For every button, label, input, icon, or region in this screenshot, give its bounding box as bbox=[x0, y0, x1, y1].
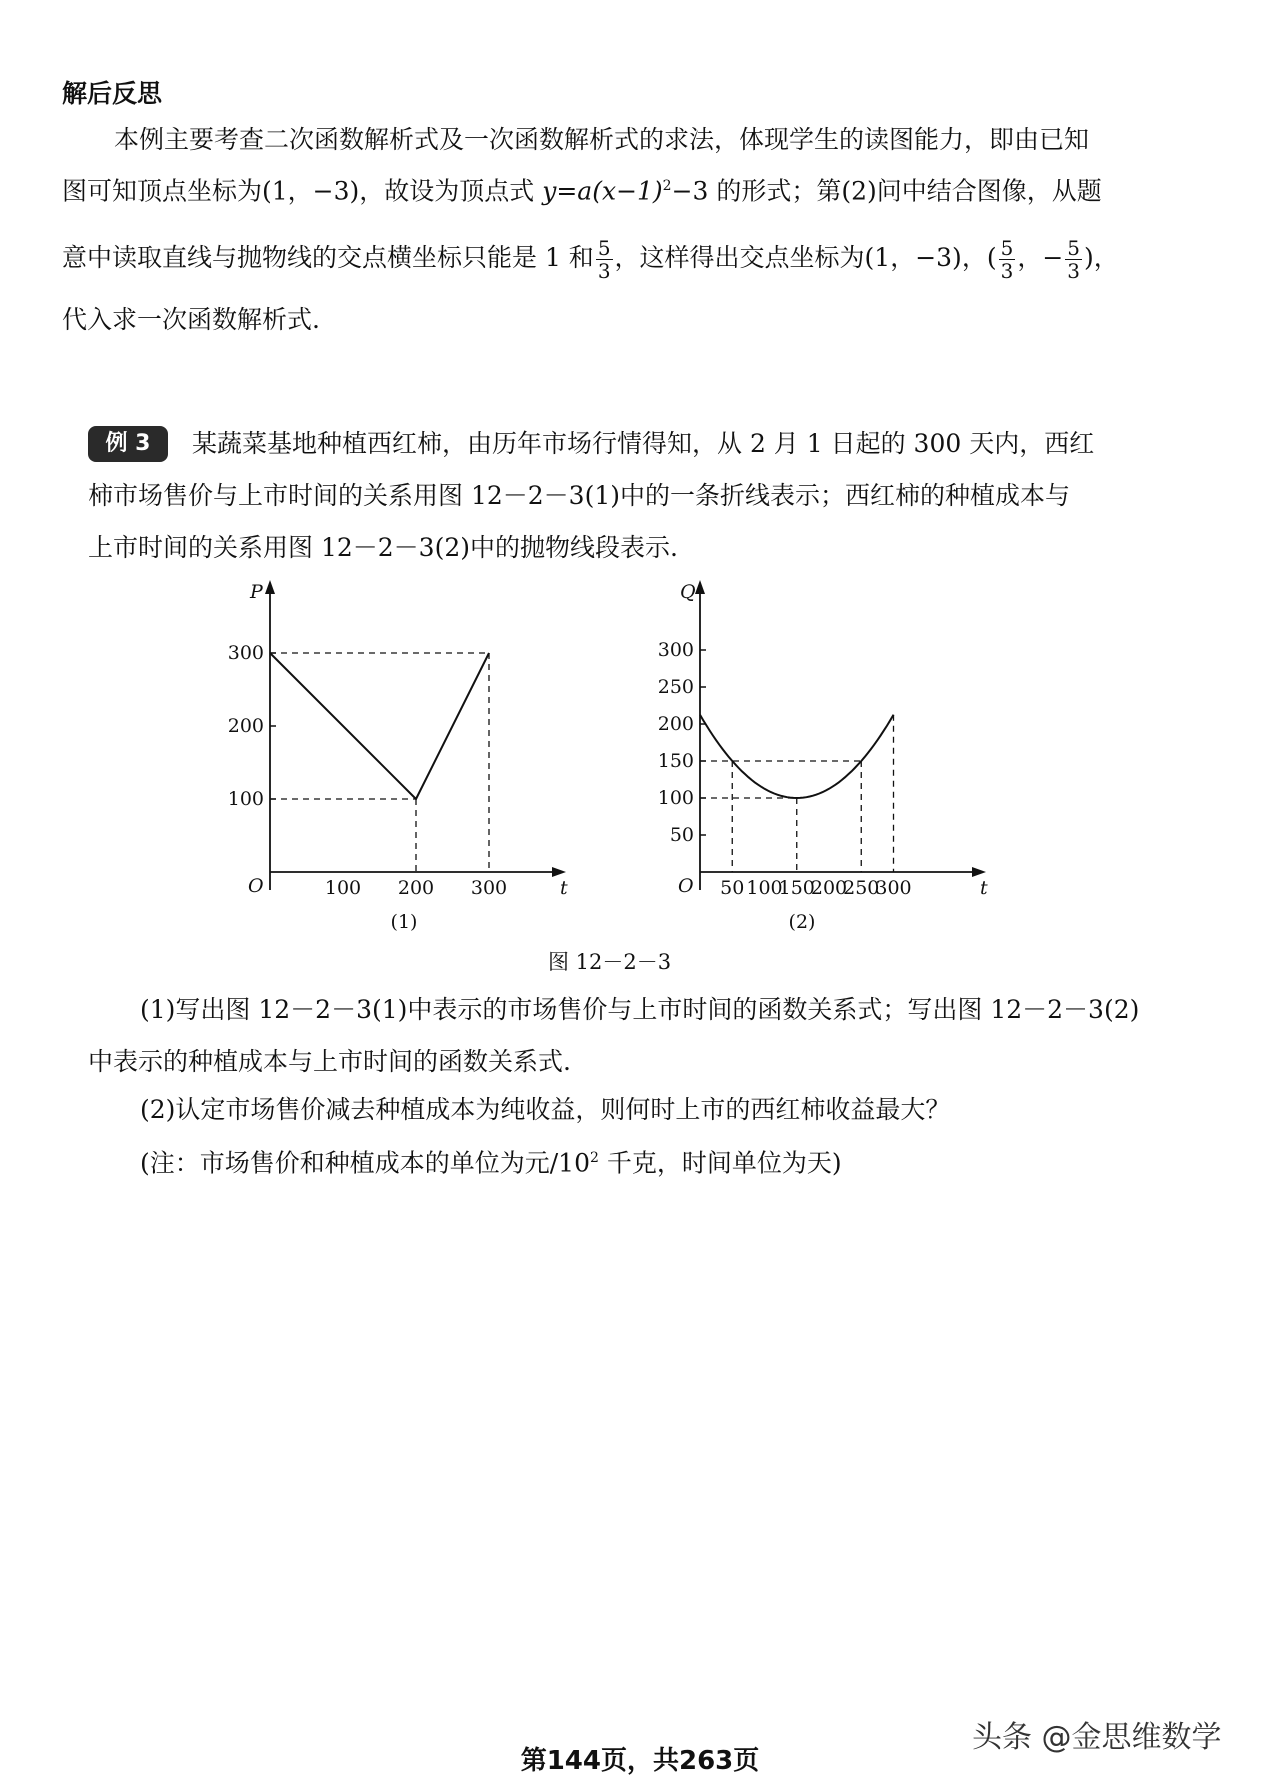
unit-note-exponent: 2 bbox=[590, 1150, 599, 1166]
y-axis-arrow bbox=[265, 580, 275, 594]
origin-label: O bbox=[678, 875, 694, 897]
y-tick-label: 50 bbox=[669, 824, 694, 846]
unit-note-b: 千克，时间单位为天) bbox=[598, 1148, 842, 1178]
chart-cost-parabola bbox=[640, 580, 988, 940]
subfigure-caption: (1) bbox=[390, 911, 418, 933]
y-tick-label: 200 bbox=[227, 715, 264, 737]
reflection-line-3-d: )， bbox=[1084, 243, 1119, 272]
reflection-line-3-b: ，这样得出交点坐标为(1，−3)，( bbox=[614, 243, 997, 272]
reflection-line-2-b: −3 的形式；第(2)问中结合图像，从题 bbox=[671, 176, 1102, 206]
x-tick-label: 50 bbox=[720, 877, 745, 899]
x-axis-arrow bbox=[972, 867, 986, 877]
vertex-formula-exponent: 2 bbox=[662, 178, 672, 194]
unit-note-a: (注：市场售价和种植成本的单位为元/10 bbox=[140, 1148, 590, 1178]
x-tick-label: 200 bbox=[397, 877, 435, 899]
reflection-line-2-a: 图可知顶点坐标为(1，−3)，故设为顶点式 bbox=[62, 176, 535, 206]
page-footer: 第144页，共263页 bbox=[520, 1746, 760, 1776]
x-tick-label: 250 bbox=[843, 877, 880, 899]
vertex-formula: y=a(x−1) bbox=[542, 176, 663, 206]
question-1-line-2: 中表示的种植成本与上市时间的函数关系式. bbox=[88, 1047, 571, 1076]
y-tick-label: 300 bbox=[227, 642, 264, 664]
reflection-line-1: 本例主要考查二次函数解析式及一次函数解析式的求法，体现学生的读图能力，即由已知 bbox=[114, 125, 1090, 154]
x-axis-label: t bbox=[560, 877, 568, 899]
x-tick-label: 300 bbox=[875, 877, 912, 899]
origin-label: O bbox=[248, 875, 264, 897]
unit-note bbox=[140, 1140, 842, 1181]
y-tick-label: 300 bbox=[657, 639, 694, 661]
chart-price-polyline bbox=[210, 580, 570, 940]
x-axis-arrow bbox=[552, 867, 566, 877]
figure-caption: 图 12－2－3 bbox=[548, 950, 672, 974]
example-line-1: 某蔬菜基地种植西红柿，由历年市场行情得知，从 2 月 1 日起的 300 天内，西红 bbox=[192, 429, 1095, 458]
x-tick-label: 200 bbox=[810, 877, 848, 899]
y-axis-label: Q bbox=[680, 581, 696, 603]
reflection-line-4: 代入求一次函数解析式. bbox=[62, 305, 320, 334]
fraction-five-thirds: $\frac{5}{3}$ bbox=[1000, 236, 1014, 283]
x-tick-label: 100 bbox=[746, 877, 783, 899]
fraction-five-thirds: $\frac{5}{3}$ bbox=[597, 236, 611, 283]
example-badge: 例 3 bbox=[88, 426, 168, 462]
y-tick-label: 150 bbox=[657, 750, 694, 772]
y-axis-arrow bbox=[695, 580, 705, 594]
example-line-3: 上市时间的关系用图 12－2－3(2)中的抛物线段表示. bbox=[88, 533, 678, 562]
question-1-line-1: (1)写出图 12－2－3(1)中表示的市场售价与上市时间的函数关系式；写出图 12－2－3(2) bbox=[140, 995, 1140, 1024]
x-axis-label: t bbox=[980, 877, 988, 899]
subfigure-caption: (2) bbox=[788, 911, 816, 933]
x-tick-label: 300 bbox=[470, 877, 508, 899]
y-tick-label: 200 bbox=[657, 713, 694, 735]
reflection-line-2 bbox=[62, 168, 1102, 209]
x-tick-label: 150 bbox=[778, 877, 815, 899]
y-axis-label: P bbox=[250, 581, 263, 603]
cost-parabola bbox=[700, 715, 894, 798]
y-tick-label: 250 bbox=[657, 676, 694, 698]
x-tick-label: 100 bbox=[324, 877, 362, 899]
price-polyline bbox=[270, 653, 489, 799]
y-tick-label: 100 bbox=[657, 787, 694, 809]
example-line-2: 柿市场售价与上市时间的关系用图 12－2－3(1)中的一条折线表示；西红柿的种植成本与 bbox=[88, 481, 1070, 510]
section-heading: 解后反思 bbox=[62, 79, 163, 108]
y-tick-label: 100 bbox=[227, 788, 264, 810]
fraction-five-thirds: $\frac{5}{3}$ bbox=[1067, 236, 1080, 283]
question-2: (2)认定市场售价减去种植成本为纯收益，则何时上市的西红柿收益最大？ bbox=[140, 1095, 951, 1124]
reflection-line-3 bbox=[62, 228, 1119, 288]
reflection-line-3-c: ，− bbox=[1017, 243, 1064, 272]
reflection-line-3-a: 意中读取直线与抛物线的交点横坐标只能是 1 和 bbox=[62, 243, 594, 272]
watermark: 头条 @金思维数学 bbox=[972, 1720, 1222, 1755]
